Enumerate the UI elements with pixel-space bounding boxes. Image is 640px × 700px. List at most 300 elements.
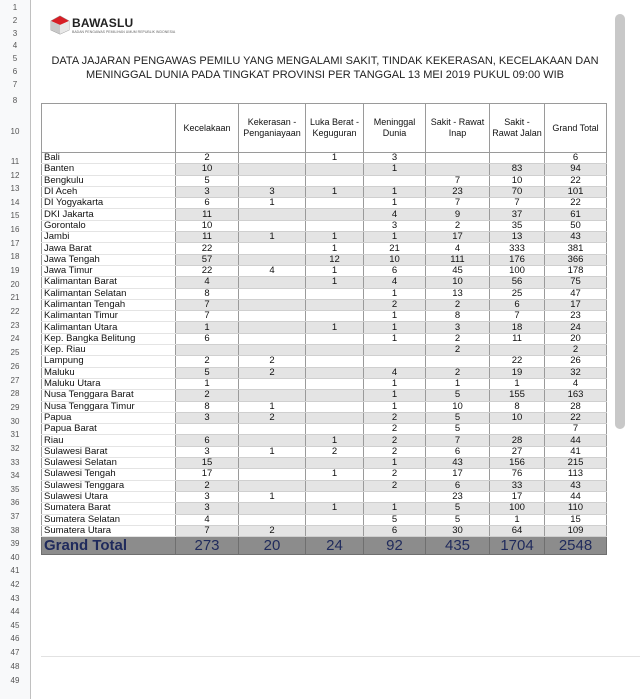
table-row [42, 164, 607, 175]
value-cell: 4 [176, 514, 239, 525]
value-cell: 4 [426, 243, 490, 254]
column-header: Meninggal Dunia [364, 104, 426, 153]
value-cell: 2 [364, 480, 426, 491]
table-row [42, 345, 607, 356]
row-number[interactable]: 32 [10, 444, 20, 453]
value-cell: 64 [490, 525, 545, 536]
table-row [42, 469, 607, 480]
value-cell: 1 [364, 311, 426, 322]
value-cell [306, 164, 364, 175]
value-cell: 44 [545, 491, 607, 502]
table-row [42, 356, 607, 367]
value-cell [176, 345, 239, 356]
value-cell: 45 [426, 265, 490, 276]
value-cell: 17 [426, 232, 490, 243]
value-cell [306, 401, 364, 412]
value-cell: 50 [545, 220, 607, 231]
value-cell: 2 [426, 299, 490, 310]
grand-total-value: 273 [176, 537, 239, 555]
province-name: Lampung [42, 356, 176, 367]
value-cell: 4 [364, 209, 426, 220]
table-row [42, 265, 607, 276]
province-name: Bali [42, 153, 176, 164]
value-cell [239, 458, 306, 469]
value-cell [306, 412, 364, 423]
row-number-gutter [0, 0, 31, 699]
value-cell: 2 [239, 367, 306, 378]
province-name: Sulawesi Utara [42, 491, 176, 502]
value-cell: 156 [490, 458, 545, 469]
table-row [42, 503, 607, 514]
value-cell: 6 [426, 446, 490, 457]
value-cell: 17 [490, 491, 545, 502]
row-number[interactable]: 30 [10, 417, 20, 426]
value-cell [306, 390, 364, 401]
value-cell: 100 [490, 503, 545, 514]
table-row [42, 458, 607, 469]
table-row [42, 277, 607, 288]
value-cell [239, 480, 306, 491]
value-cell [239, 299, 306, 310]
value-cell: 12 [306, 254, 364, 265]
table-row [42, 412, 607, 423]
grand-total-value: 20 [239, 537, 306, 555]
row-number[interactable]: 33 [10, 458, 20, 467]
value-cell: 1 [306, 277, 364, 288]
province-name: Sulawesi Tengah [42, 469, 176, 480]
value-cell [239, 254, 306, 265]
table-row [42, 491, 607, 502]
value-cell [239, 164, 306, 175]
value-cell: 1 [239, 491, 306, 502]
province-name: Sumatera Selatan [42, 514, 176, 525]
value-cell: 2 [306, 446, 364, 457]
value-cell: 366 [545, 254, 607, 265]
table-row [42, 254, 607, 265]
row-number[interactable]: 28 [10, 389, 20, 398]
value-cell: 1 [306, 435, 364, 446]
row-number[interactable]: 16 [10, 225, 20, 234]
value-cell: 109 [545, 525, 607, 536]
row-number[interactable]: 36 [10, 498, 20, 507]
report-title: DATA JAJARAN PENGAWAS PEMILU YANG MENGALAMI SAKIT, TINDAK KEKERASAN, KECELAKAAN DAN MENINGGAL DUNIA PADA TINGKAT PROVINSI PER TANGGAL 13 MEI 2019 PUKUL 09:00 WIB [51, 55, 599, 81]
value-cell: 1 [239, 446, 306, 457]
value-cell: 1 [306, 243, 364, 254]
row-number[interactable]: 34 [10, 471, 20, 480]
value-cell: 5 [426, 514, 490, 525]
value-cell: 44 [545, 435, 607, 446]
row-number[interactable]: 45 [10, 621, 20, 630]
value-cell: 3 [176, 491, 239, 502]
table-row [42, 401, 607, 412]
value-cell [239, 435, 306, 446]
province-name: Riau [42, 435, 176, 446]
value-cell [306, 480, 364, 491]
value-cell: 3 [364, 153, 426, 164]
value-cell [239, 243, 306, 254]
value-cell: 7 [426, 435, 490, 446]
province-name: Bengkulu [42, 175, 176, 186]
province-name: Papua Barat [42, 424, 176, 435]
row-number[interactable]: 13 [10, 184, 20, 193]
value-cell: 1 [364, 401, 426, 412]
row-number[interactable]: 21 [10, 293, 20, 302]
value-cell: 32 [545, 367, 607, 378]
value-cell: 2 [426, 367, 490, 378]
value-cell: 2 [426, 220, 490, 231]
value-cell [239, 333, 306, 344]
value-cell: 176 [490, 254, 545, 265]
value-cell: 1 [364, 288, 426, 299]
value-cell: 2 [239, 412, 306, 423]
value-cell: 5 [426, 424, 490, 435]
row-number[interactable]: 11 [10, 157, 20, 166]
row-number[interactable]: 41 [10, 566, 20, 575]
value-cell [306, 378, 364, 389]
value-cell: 4 [239, 265, 306, 276]
value-cell [239, 220, 306, 231]
row-number[interactable]: 31 [10, 430, 20, 439]
value-cell: 215 [545, 458, 607, 469]
value-cell: 22 [545, 175, 607, 186]
row-number[interactable]: 49 [10, 676, 20, 685]
value-cell: 24 [545, 322, 607, 333]
row-number[interactable]: 12 [10, 171, 20, 180]
province-name: Kalimantan Timur [42, 311, 176, 322]
vertical-scrollbar[interactable] [615, 14, 625, 429]
row-number[interactable]: 10 [10, 127, 20, 136]
value-cell: 5 [176, 367, 239, 378]
table-row [42, 299, 607, 310]
value-cell: 7 [176, 311, 239, 322]
value-cell [239, 469, 306, 480]
value-cell: 27 [490, 446, 545, 457]
value-cell [490, 424, 545, 435]
table-row [42, 525, 607, 536]
value-cell [306, 311, 364, 322]
scrollbar-thumb[interactable] [615, 14, 625, 429]
value-cell [239, 390, 306, 401]
value-cell: 1 [306, 153, 364, 164]
value-cell: 43 [545, 480, 607, 491]
value-cell: 155 [490, 390, 545, 401]
value-cell: 333 [490, 243, 545, 254]
row-number[interactable]: 17 [10, 239, 20, 248]
grand-total-value: 1704 [490, 537, 545, 555]
value-cell: 11 [490, 333, 545, 344]
province-name: Kalimantan Barat [42, 277, 176, 288]
value-cell [306, 491, 364, 502]
logo-name: BAWASLU [72, 16, 134, 30]
value-cell: 2 [176, 480, 239, 491]
value-cell: 2 [426, 333, 490, 344]
row-number[interactable]: 29 [10, 403, 20, 412]
value-cell: 381 [545, 243, 607, 254]
value-cell: 1 [239, 232, 306, 243]
value-cell [239, 288, 306, 299]
value-cell: 5 [426, 503, 490, 514]
value-cell: 70 [490, 186, 545, 197]
value-cell [306, 424, 364, 435]
row-number[interactable]: 15 [10, 211, 20, 220]
value-cell: 33 [490, 480, 545, 491]
value-cell: 35 [490, 220, 545, 231]
value-cell: 2 [364, 435, 426, 446]
value-cell [426, 356, 490, 367]
value-cell: 7 [426, 198, 490, 209]
value-cell: 22 [490, 356, 545, 367]
value-cell: 7 [545, 424, 607, 435]
value-cell: 3 [364, 220, 426, 231]
value-cell: 1 [306, 503, 364, 514]
value-cell: 61 [545, 209, 607, 220]
value-cell: 1 [306, 232, 364, 243]
value-cell [306, 299, 364, 310]
value-cell [239, 514, 306, 525]
value-cell: 83 [490, 164, 545, 175]
value-cell: 4 [176, 277, 239, 288]
value-cell [239, 378, 306, 389]
value-cell: 7 [426, 175, 490, 186]
value-cell: 101 [545, 186, 607, 197]
value-cell [306, 333, 364, 344]
row-number[interactable]: 24 [10, 334, 20, 343]
table-row [42, 480, 607, 491]
province-name: Jawa Timur [42, 265, 176, 276]
value-cell: 30 [426, 525, 490, 536]
value-cell: 5 [426, 412, 490, 423]
row-number[interactable]: 43 [10, 594, 20, 603]
value-cell: 1 [364, 164, 426, 175]
value-cell: 10 [364, 254, 426, 265]
table-row [42, 378, 607, 389]
value-cell: 2 [364, 412, 426, 423]
value-cell: 7 [490, 311, 545, 322]
value-cell: 1 [490, 378, 545, 389]
grand-total-row [42, 537, 607, 555]
value-cell [239, 153, 306, 164]
value-cell: 1 [364, 186, 426, 197]
column-header: Kekerasan - Penganiayaan [239, 104, 306, 153]
row-number[interactable]: 26 [10, 362, 20, 371]
row-number[interactable]: 44 [10, 607, 20, 616]
value-cell [306, 458, 364, 469]
value-cell: 2 [364, 424, 426, 435]
value-cell: 1 [364, 322, 426, 333]
table-row [42, 232, 607, 243]
value-cell: 1 [176, 378, 239, 389]
table-row [42, 322, 607, 333]
value-cell: 1 [364, 232, 426, 243]
province-name: Sumatera Utara [42, 525, 176, 536]
row-number[interactable]: 2 [12, 16, 18, 25]
row-number[interactable]: 37 [10, 512, 20, 521]
row-number[interactable]: 23 [10, 321, 20, 330]
value-cell: 1 [364, 503, 426, 514]
row-number[interactable]: 4 [12, 41, 18, 50]
column-header: Luka Berat - Keguguran [306, 104, 364, 153]
row-number[interactable]: 25 [10, 348, 20, 357]
value-cell: 1 [364, 333, 426, 344]
row-number[interactable]: 20 [10, 280, 20, 289]
value-cell [306, 220, 364, 231]
row-number[interactable]: 18 [10, 252, 20, 261]
row-number[interactable]: 14 [10, 198, 20, 207]
province-name: Jawa Tengah [42, 254, 176, 265]
row-number[interactable]: 1 [12, 3, 18, 12]
value-cell [364, 356, 426, 367]
value-cell: 28 [490, 435, 545, 446]
value-cell: 23 [426, 186, 490, 197]
value-cell [306, 345, 364, 356]
row-number[interactable]: 3 [12, 29, 18, 38]
value-cell: 163 [545, 390, 607, 401]
value-cell: 21 [364, 243, 426, 254]
table-row [42, 288, 607, 299]
value-cell: 1 [306, 186, 364, 197]
table-row [42, 220, 607, 231]
value-cell [364, 345, 426, 356]
grand-total-value: 435 [426, 537, 490, 555]
value-cell: 10 [490, 175, 545, 186]
logo-subtitle: BADAN PENGAWAS PEMILIHAN UMUM REPUBLIK INDONESIA [72, 30, 176, 34]
row-number[interactable]: 46 [10, 634, 20, 643]
value-cell: 2 [176, 390, 239, 401]
header-row [42, 104, 607, 153]
value-cell: 8 [176, 288, 239, 299]
row-number[interactable]: 40 [10, 553, 20, 562]
column-header: Kecelakaan [176, 104, 239, 153]
value-cell: 1 [306, 322, 364, 333]
value-cell: 2 [239, 525, 306, 536]
value-cell: 6 [545, 153, 607, 164]
empty-sheet-area [41, 656, 640, 700]
province-name: Kep. Riau [42, 345, 176, 356]
value-cell: 8 [426, 311, 490, 322]
row-number[interactable]: 39 [10, 539, 20, 548]
value-cell: 11 [176, 209, 239, 220]
table-row [42, 390, 607, 401]
value-cell: 6 [364, 265, 426, 276]
value-cell: 9 [426, 209, 490, 220]
value-cell: 6 [490, 299, 545, 310]
row-number[interactable]: 7 [12, 80, 18, 89]
value-cell: 94 [545, 164, 607, 175]
table-row [42, 424, 607, 435]
value-cell [239, 311, 306, 322]
table-row [42, 243, 607, 254]
value-cell: 100 [490, 265, 545, 276]
value-cell: 3 [176, 446, 239, 457]
value-cell [306, 525, 364, 536]
value-cell: 28 [545, 401, 607, 412]
table-row [42, 198, 607, 209]
row-number[interactable]: 42 [10, 580, 20, 589]
row-number[interactable]: 8 [12, 96, 18, 105]
row-number[interactable]: 35 [10, 485, 20, 494]
value-cell: 6 [364, 525, 426, 536]
table-row [42, 209, 607, 220]
value-cell [176, 424, 239, 435]
value-cell [239, 503, 306, 514]
row-number[interactable]: 48 [10, 662, 20, 671]
value-cell: 8 [490, 401, 545, 412]
value-cell [239, 424, 306, 435]
value-cell [239, 209, 306, 220]
value-cell: 25 [490, 288, 545, 299]
row-number[interactable]: 27 [10, 376, 20, 385]
province-name: Nusa Tenggara Timur [42, 401, 176, 412]
value-cell [306, 175, 364, 186]
row-number[interactable]: 6 [12, 67, 18, 76]
value-cell: 2 [364, 469, 426, 480]
value-cell: 1 [306, 265, 364, 276]
value-cell: 10 [426, 401, 490, 412]
value-cell: 22 [176, 265, 239, 276]
value-cell [426, 153, 490, 164]
row-number[interactable]: 19 [10, 266, 20, 275]
value-cell: 10 [176, 164, 239, 175]
value-cell: 23 [545, 311, 607, 322]
value-cell: 1 [364, 390, 426, 401]
value-cell [306, 209, 364, 220]
province-name: Kalimantan Utara [42, 322, 176, 333]
value-cell: 1 [364, 378, 426, 389]
table-row [42, 175, 607, 186]
value-cell: 7 [490, 198, 545, 209]
value-cell [306, 356, 364, 367]
header-blank [42, 104, 176, 153]
value-cell: 17 [545, 299, 607, 310]
value-cell: 1 [364, 458, 426, 469]
value-cell: 3 [176, 412, 239, 423]
province-name: Nusa Tenggara Barat [42, 390, 176, 401]
value-cell: 2 [176, 356, 239, 367]
table-row [42, 186, 607, 197]
value-cell [426, 164, 490, 175]
value-cell: 2 [176, 153, 239, 164]
value-cell: 37 [490, 209, 545, 220]
table-row [42, 311, 607, 322]
column-header: Grand Total [545, 104, 607, 153]
value-cell: 15 [545, 514, 607, 525]
row-number[interactable]: 5 [12, 54, 18, 63]
table-row [42, 153, 607, 164]
value-cell: 76 [490, 469, 545, 480]
value-cell: 6 [176, 198, 239, 209]
row-number[interactable]: 38 [10, 526, 20, 535]
province-name: DI Yogyakarta [42, 198, 176, 209]
province-name: Papua [42, 412, 176, 423]
value-cell: 15 [176, 458, 239, 469]
province-name: Kep. Bangka Belitung [42, 333, 176, 344]
value-cell: 3 [176, 186, 239, 197]
province-name: Sulawesi Tenggara [42, 480, 176, 491]
value-cell [490, 345, 545, 356]
value-cell: 41 [545, 446, 607, 457]
value-cell: 47 [545, 288, 607, 299]
value-cell: 43 [545, 232, 607, 243]
row-number[interactable]: 47 [10, 648, 20, 657]
value-cell: 75 [545, 277, 607, 288]
province-name: Sulawesi Barat [42, 446, 176, 457]
row-number[interactable]: 22 [10, 307, 20, 316]
value-cell: 57 [176, 254, 239, 265]
value-cell: 1 [239, 198, 306, 209]
value-cell: 4 [364, 277, 426, 288]
column-header: Sakit - Rawat Inap [426, 104, 490, 153]
province-name: Kalimantan Tengah [42, 299, 176, 310]
